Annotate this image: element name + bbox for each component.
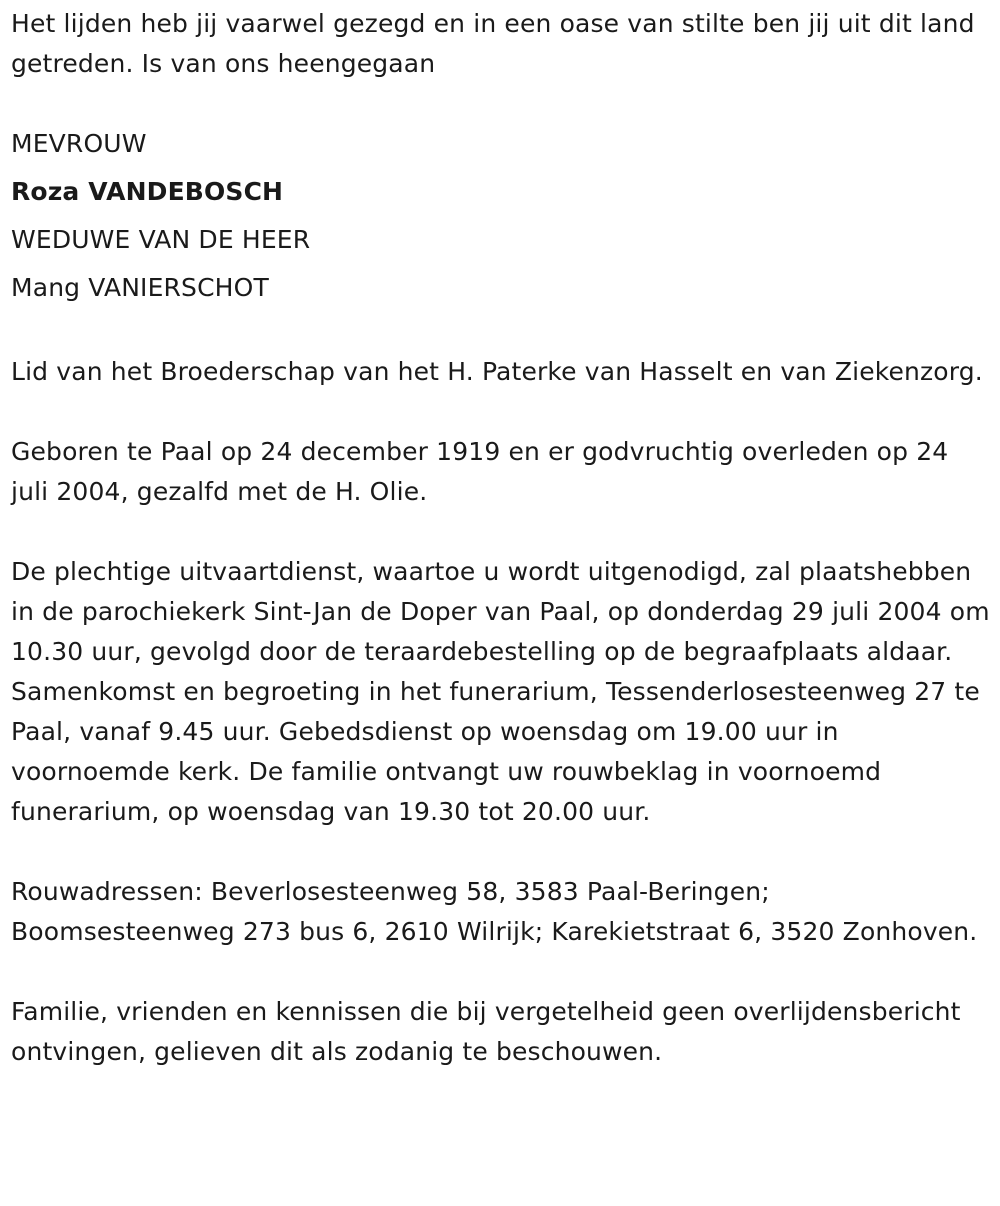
addresses-paragraph: Rouwadressen: Beverlosesteenweg 58, 3583 Paal-Beringen; Boomsesteenweg 273 bus 6, 2610 Wilrijk; Karekietstraat 6, 3520 Zonhoven. bbox=[11, 877, 978, 946]
spouse-name: Mang VANIERSCHOT bbox=[11, 273, 269, 302]
membership-paragraph: Lid van het Broederschap van het H. Paterke van Hasselt en van Ziekenzorg. bbox=[11, 357, 983, 386]
closing-paragraph: Familie, vrienden en kennissen die bij vergetelheid geen overlijdensbericht ontvingen, gelieven dit als zodanig te beschouwen. bbox=[11, 997, 961, 1066]
intro-paragraph: Het lijden heb jij vaarwel gezegd en in een oase van stilte ben jij uit dit land getreden. Is van ons heengegaan bbox=[11, 9, 975, 78]
honorific-title: MEVROUW bbox=[11, 129, 147, 158]
relation-line: WEDUWE VAN DE HEER bbox=[11, 225, 311, 254]
deceased-name: Roza VANDEBOSCH bbox=[11, 177, 284, 206]
birth-death-paragraph: Geboren te Paal op 24 december 1919 en er godvruchtig overleden op 24 juli 2004, gezalfd met de H. Olie. bbox=[11, 437, 949, 506]
deceased-name-block bbox=[11, 120, 992, 312]
funeral-paragraph: De plechtige uitvaartdienst, waartoe u wordt uitgenodigd, zal plaatshebben in de parochiekerk Sint-Jan de Doper van Paal, op donderdag 29 juli 2004 om 10.30 uur, gevolgd door de teraardebestelling op de begraafplaats aldaar. Samenkomst en begroeting in het funerarium, Tessenderlosesteenweg 27 te Paal, vanaf 9.45 uur. Gebedsdienst op woensdag om 19.00 uur in voornoemde kerk. De familie ontvangt uw rouwbeklag in voornoemd funerarium, op woensdag van 19.30 tot 20.00 uur. bbox=[11, 557, 990, 826]
